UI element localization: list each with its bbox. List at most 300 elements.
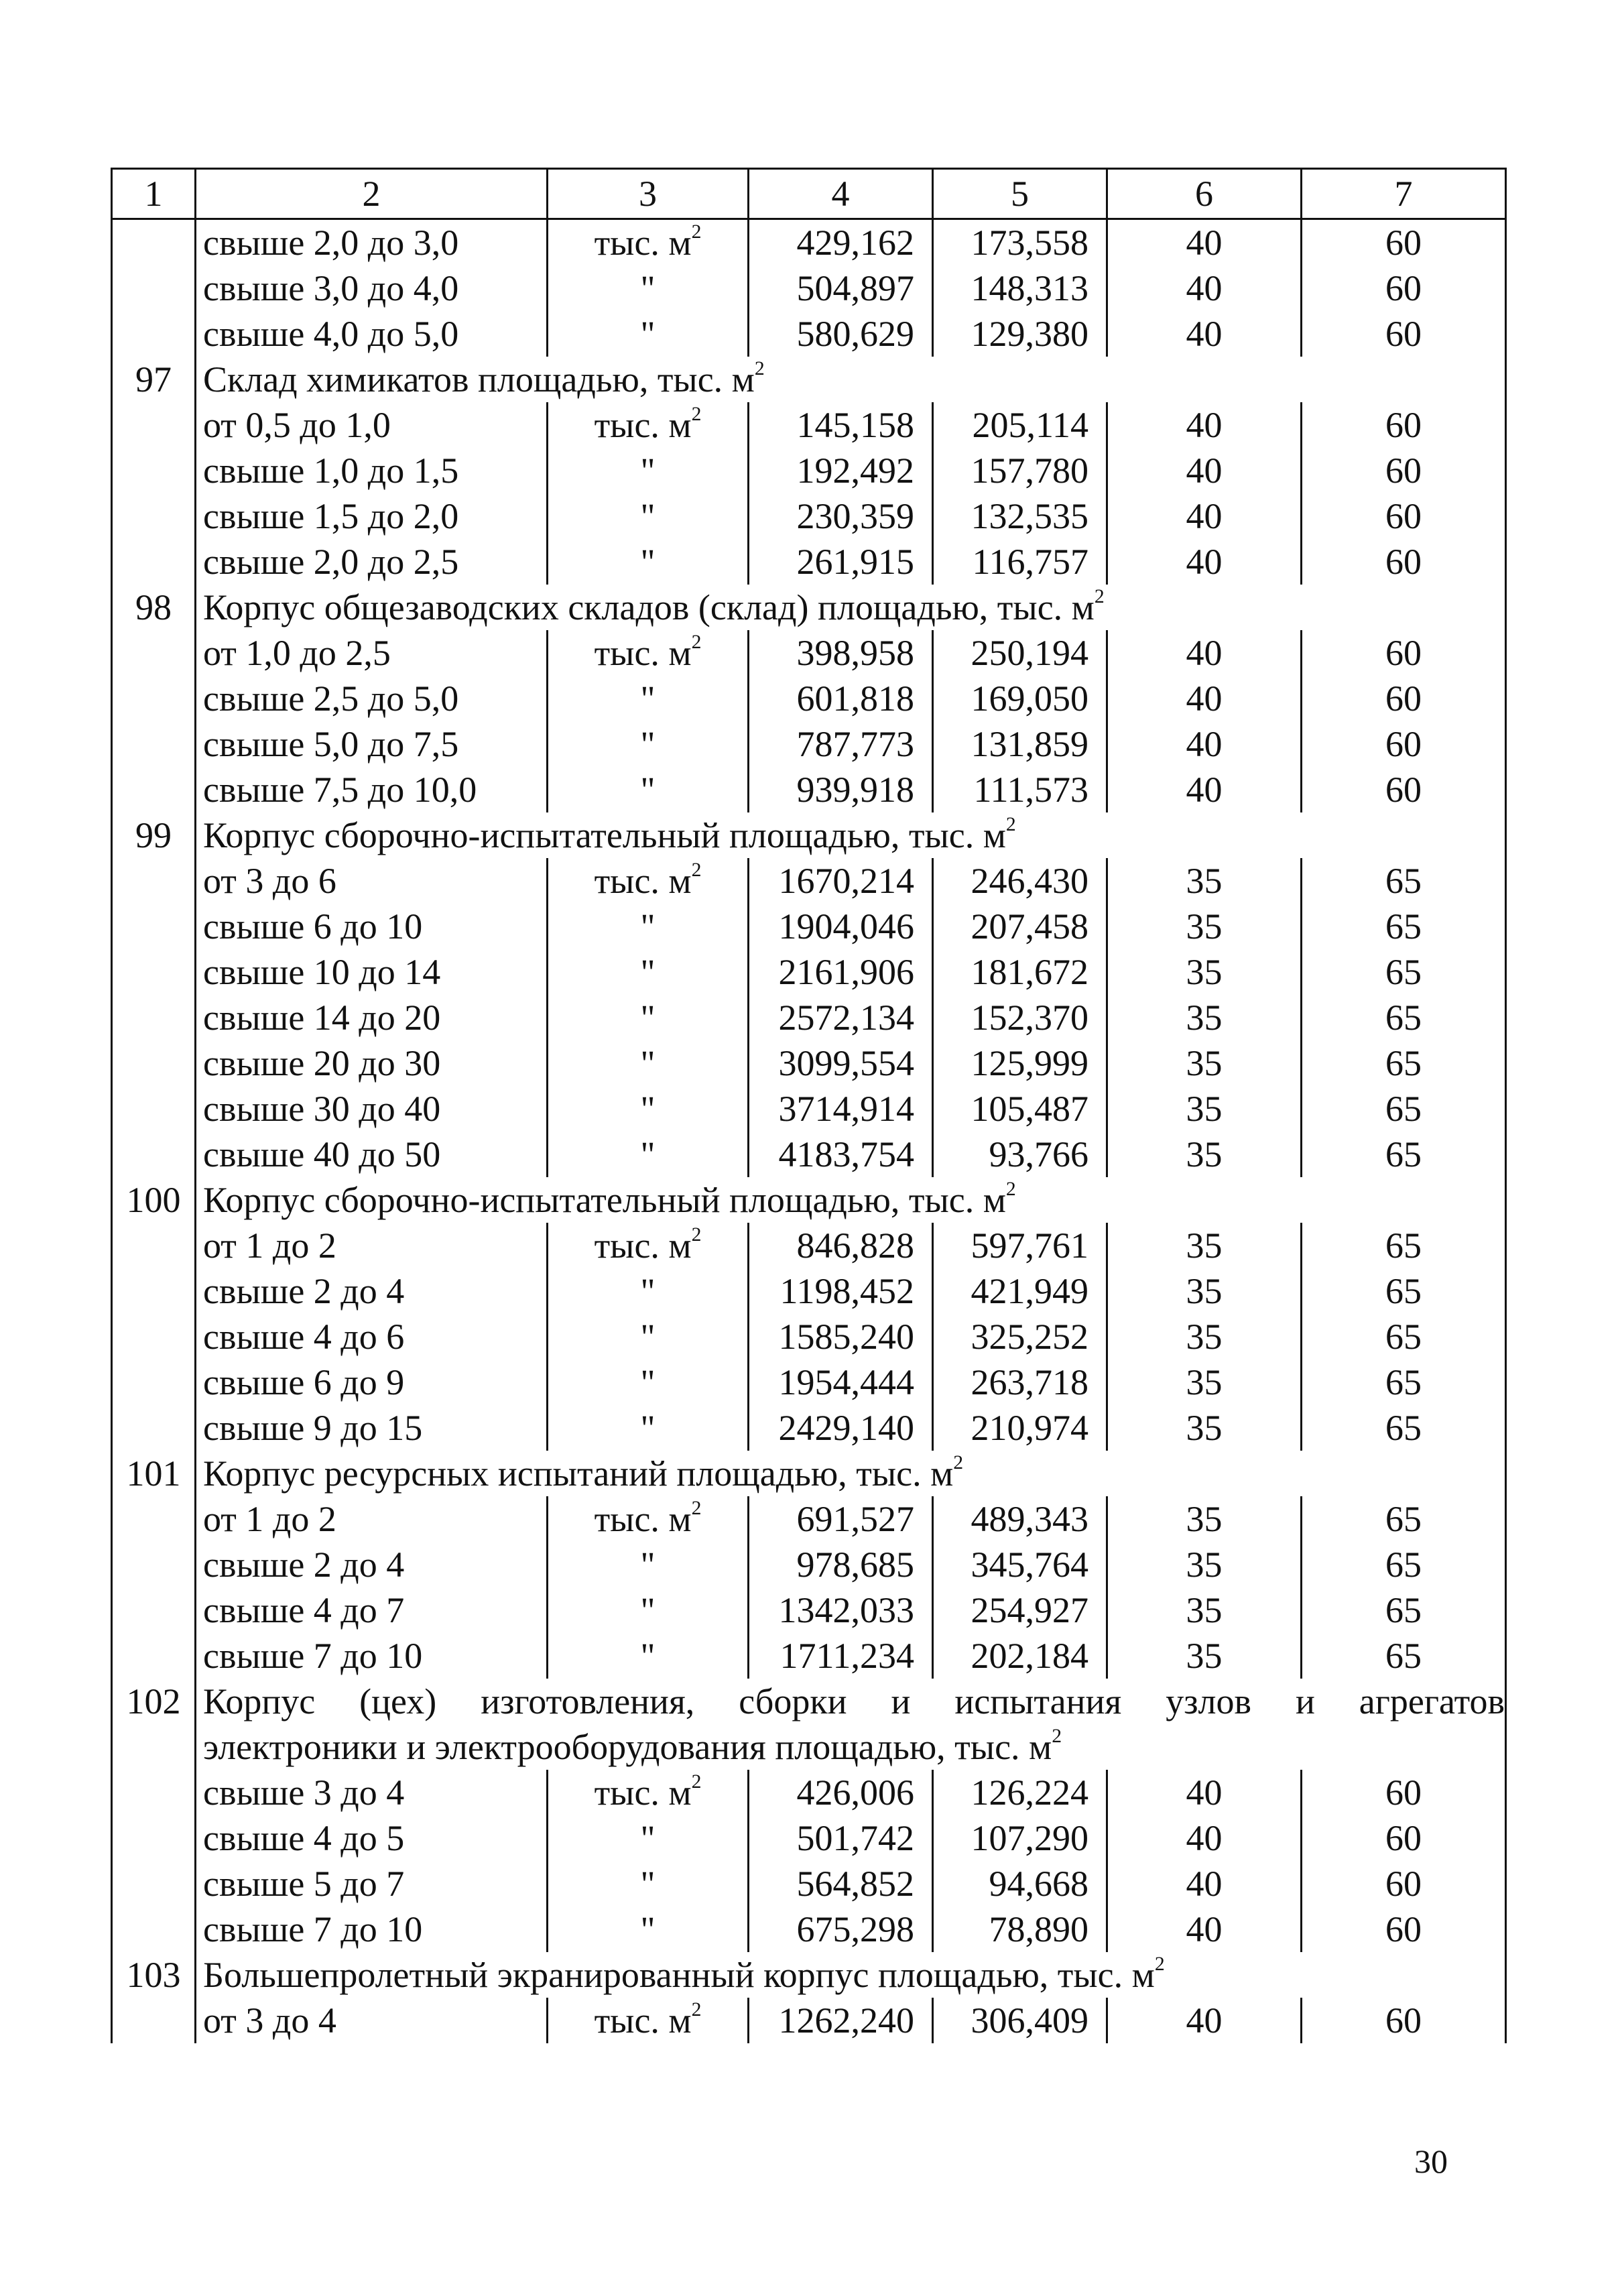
- value-col6: 40: [1107, 1815, 1302, 1861]
- table-row: [112, 949, 1506, 995]
- value-col6: 40: [1107, 721, 1302, 767]
- table-row: [112, 721, 1506, 767]
- item-number: [112, 721, 196, 767]
- value-col5: 325,252: [933, 1314, 1107, 1360]
- unit-cell: [548, 493, 749, 539]
- unit-cell: [548, 311, 749, 357]
- value-col4: 787,773: [749, 721, 933, 767]
- value-col4: 1198,452: [749, 1268, 933, 1314]
- section-title: [196, 1451, 1506, 1496]
- item-number: [112, 1815, 196, 1861]
- value-col5: 306,409: [933, 1998, 1107, 2043]
- superscript-2: 2: [754, 357, 765, 379]
- size-range: от 1,0 до 2,5: [196, 630, 548, 676]
- table-row: [112, 448, 1506, 493]
- size-range: свыше 4 до 7: [196, 1587, 548, 1633]
- table-row: [112, 676, 1506, 721]
- item-number: [112, 311, 196, 357]
- item-number: [112, 1633, 196, 1679]
- value-col5: 94,668: [933, 1861, 1107, 1907]
- column-header: 1: [112, 169, 196, 219]
- unit-cell: [548, 767, 749, 812]
- value-col5: 173,558: [933, 219, 1107, 266]
- value-col6: 35: [1107, 1132, 1302, 1177]
- price-table: [111, 168, 1507, 2043]
- section-title-row: [112, 357, 1506, 402]
- value-col5: 148,313: [933, 265, 1107, 311]
- table-body: [112, 219, 1506, 2044]
- unit-text: ": [640, 678, 656, 719]
- value-col7: 65: [1302, 1633, 1506, 1679]
- value-col6: 40: [1107, 1907, 1302, 1952]
- size-range: свыше 14 до 20: [196, 995, 548, 1040]
- value-col5: 157,780: [933, 448, 1107, 493]
- unit-cell: [548, 995, 749, 1040]
- size-range: свыше 6 до 9: [196, 1360, 548, 1405]
- unit-cell: [548, 1360, 749, 1405]
- section-title-text: Корпус (цех) изготовления, сборки и испытания узлов и агрегатов: [203, 1681, 1505, 1721]
- item-number: [112, 1724, 196, 1770]
- page-number: 30: [1414, 2142, 1448, 2180]
- unit-cell: [548, 676, 749, 721]
- superscript-2: 2: [691, 1770, 702, 1793]
- unit-text: ": [640, 724, 656, 764]
- value-col6: 35: [1107, 1587, 1302, 1633]
- section-title: [196, 1679, 1506, 1724]
- value-col5: 205,114: [933, 402, 1107, 448]
- value-col5: 202,184: [933, 1633, 1107, 1679]
- item-number: [112, 1496, 196, 1542]
- value-col4: 1711,234: [749, 1633, 933, 1679]
- size-range: свыше 30 до 40: [196, 1086, 548, 1132]
- section-title-text: Корпус сборочно-испытательный площадью, тыс. м: [203, 1180, 1006, 1220]
- unit-text: тыс. м: [594, 223, 692, 263]
- value-col7: 60: [1302, 1861, 1506, 1907]
- unit-text: ": [640, 1043, 656, 1083]
- item-number: [112, 1542, 196, 1587]
- value-col7: 65: [1302, 1132, 1506, 1177]
- item-number: [112, 265, 196, 311]
- size-range: свыше 9 до 15: [196, 1405, 548, 1451]
- section-title: [196, 1952, 1506, 1998]
- unit-cell: [548, 1405, 749, 1451]
- value-col4: 580,629: [749, 311, 933, 357]
- size-range: свыше 1,5 до 2,0: [196, 493, 548, 539]
- unit-cell: [548, 1040, 749, 1086]
- superscript-2: 2: [1154, 1953, 1165, 1975]
- value-col7: 60: [1302, 311, 1506, 357]
- value-col6: 40: [1107, 1770, 1302, 1815]
- item-number: [112, 1086, 196, 1132]
- unit-cell: [548, 630, 749, 676]
- unit-text: тыс. м: [594, 405, 692, 445]
- value-col5: 250,194: [933, 630, 1107, 676]
- value-col5: 263,718: [933, 1360, 1107, 1405]
- section-title-row: [112, 1451, 1506, 1496]
- value-col4: 1670,214: [749, 858, 933, 904]
- size-range: свыше 7,5 до 10,0: [196, 767, 548, 812]
- size-range: свыше 6 до 10: [196, 904, 548, 949]
- item-number: 100: [112, 1177, 196, 1223]
- document-page: [111, 168, 1505, 2043]
- unit-cell: [548, 1907, 749, 1952]
- item-number: [112, 1223, 196, 1268]
- value-col4: 145,158: [749, 402, 933, 448]
- unit-text: ": [640, 1864, 656, 1904]
- unit-text: тыс. м: [594, 861, 692, 901]
- item-number: [112, 448, 196, 493]
- unit-cell: [548, 402, 749, 448]
- superscript-2: 2: [953, 1451, 964, 1473]
- value-col7: 65: [1302, 1496, 1506, 1542]
- unit-text: ": [640, 1545, 656, 1585]
- unit-text: ": [640, 1909, 656, 1949]
- value-col7: 65: [1302, 1405, 1506, 1451]
- column-header: 5: [933, 169, 1107, 219]
- section-title-row: [112, 1724, 1506, 1770]
- table-row: [112, 1496, 1506, 1542]
- size-range: свыше 10 до 14: [196, 949, 548, 995]
- item-number: [112, 1907, 196, 1952]
- value-col6: 35: [1107, 1496, 1302, 1542]
- superscript-2: 2: [691, 631, 702, 653]
- table-row: [112, 904, 1506, 949]
- table-row: [112, 1815, 1506, 1861]
- value-col7: 60: [1302, 219, 1506, 266]
- value-col6: 35: [1107, 1405, 1302, 1451]
- value-col6: 40: [1107, 1998, 1302, 2043]
- value-col7: 65: [1302, 1360, 1506, 1405]
- section-title-text: Корпус общезаводских складов (склад) площадью, тыс. м: [203, 587, 1095, 627]
- superscript-2: 2: [691, 1998, 702, 2020]
- section-title-text: Склад химикатов площадью, тыс. м: [203, 359, 755, 400]
- value-col7: 65: [1302, 858, 1506, 904]
- unit-text: ": [640, 314, 656, 354]
- table-row: [112, 1132, 1506, 1177]
- value-col4: 2161,906: [749, 949, 933, 995]
- value-col4: 261,915: [749, 539, 933, 585]
- item-number: [112, 995, 196, 1040]
- unit-cell: [548, 265, 749, 311]
- value-col7: 60: [1302, 767, 1506, 812]
- value-col4: 3099,554: [749, 1040, 933, 1086]
- value-col7: 60: [1302, 630, 1506, 676]
- size-range: свыше 40 до 50: [196, 1132, 548, 1177]
- value-col7: 65: [1302, 904, 1506, 949]
- unit-cell: [548, 1223, 749, 1268]
- value-col7: 60: [1302, 1907, 1506, 1952]
- item-number: [112, 1998, 196, 2043]
- unit-cell: [548, 448, 749, 493]
- table-row: [112, 1861, 1506, 1907]
- item-number: [112, 493, 196, 539]
- section-title-row: [112, 585, 1506, 630]
- superscript-2: 2: [691, 221, 702, 243]
- unit-cell: [548, 1496, 749, 1542]
- superscript-2: 2: [1052, 1725, 1062, 1747]
- value-col6: 40: [1107, 539, 1302, 585]
- unit-text: ": [640, 906, 656, 947]
- unit-text: тыс. м: [594, 1225, 692, 1266]
- column-header: 7: [1302, 169, 1506, 219]
- size-range: свыше 2 до 4: [196, 1542, 548, 1587]
- value-col4: 1262,240: [749, 1998, 933, 2043]
- item-number: 97: [112, 357, 196, 402]
- unit-text: ": [640, 1134, 656, 1174]
- value-col5: 107,290: [933, 1815, 1107, 1861]
- unit-text: тыс. м: [594, 1772, 692, 1813]
- value-col7: 60: [1302, 1770, 1506, 1815]
- unit-text: тыс. м: [594, 1499, 692, 1539]
- item-number: [112, 1360, 196, 1405]
- column-header: 3: [548, 169, 749, 219]
- unit-text: тыс. м: [594, 633, 692, 673]
- section-title: [196, 812, 1506, 858]
- value-col5: 421,949: [933, 1268, 1107, 1314]
- unit-cell: [548, 904, 749, 949]
- value-col6: 35: [1107, 1268, 1302, 1314]
- superscript-2: 2: [691, 1497, 702, 1519]
- section-title-text: Большепролетный экранированный корпус площадью, тыс. м: [203, 1955, 1155, 1995]
- unit-text: ": [640, 542, 656, 582]
- item-number: 99: [112, 812, 196, 858]
- unit-cell: [548, 219, 749, 266]
- item-number: [112, 949, 196, 995]
- section-title-row: [112, 812, 1506, 858]
- size-range: от 0,5 до 1,0: [196, 402, 548, 448]
- item-number: [112, 1587, 196, 1633]
- unit-cell: [548, 1542, 749, 1587]
- unit-cell: [548, 1815, 749, 1861]
- value-col6: 40: [1107, 767, 1302, 812]
- size-range: свыше 7 до 10: [196, 1907, 548, 1952]
- superscript-2: 2: [691, 859, 702, 881]
- table-row: [112, 219, 1506, 266]
- table-row: [112, 1998, 1506, 2043]
- table-row: [112, 1223, 1506, 1268]
- value-col5: 169,050: [933, 676, 1107, 721]
- value-col4: 398,958: [749, 630, 933, 676]
- superscript-2: 2: [1005, 1178, 1016, 1200]
- item-number: [112, 1268, 196, 1314]
- item-number: [112, 1040, 196, 1086]
- item-number: [112, 630, 196, 676]
- size-range: от 1 до 2: [196, 1223, 548, 1268]
- table-row: [112, 1542, 1506, 1587]
- column-header: 2: [196, 169, 548, 219]
- item-number: [112, 539, 196, 585]
- value-col5: 597,761: [933, 1223, 1107, 1268]
- unit-cell: [548, 539, 749, 585]
- size-range: свыше 4 до 6: [196, 1314, 548, 1360]
- unit-text: ": [640, 998, 656, 1038]
- value-col4: 846,828: [749, 1223, 933, 1268]
- unit-text: ": [640, 1317, 656, 1357]
- value-col7: 60: [1302, 265, 1506, 311]
- value-col7: 65: [1302, 1086, 1506, 1132]
- value-col7: 65: [1302, 1268, 1506, 1314]
- unit-text: ": [640, 496, 656, 536]
- table-row: [112, 1587, 1506, 1633]
- value-col7: 60: [1302, 676, 1506, 721]
- item-number: [112, 858, 196, 904]
- size-range: свыше 1,0 до 1,5: [196, 448, 548, 493]
- value-col4: 691,527: [749, 1496, 933, 1542]
- table-row: [112, 1086, 1506, 1132]
- table-row: [112, 1040, 1506, 1086]
- superscript-2: 2: [1094, 585, 1105, 607]
- unit-text: ": [640, 1271, 656, 1311]
- value-col5: 78,890: [933, 1907, 1107, 1952]
- value-col6: 35: [1107, 1633, 1302, 1679]
- size-range: от 3 до 4: [196, 1998, 548, 2043]
- value-col4: 504,897: [749, 265, 933, 311]
- value-col5: 210,974: [933, 1405, 1107, 1451]
- size-range: свыше 5,0 до 7,5: [196, 721, 548, 767]
- value-col6: 40: [1107, 448, 1302, 493]
- value-col5: 125,999: [933, 1040, 1107, 1086]
- unit-cell: [548, 1132, 749, 1177]
- unit-text: ": [640, 1636, 656, 1676]
- section-title-row: [112, 1952, 1506, 1998]
- value-col4: 1904,046: [749, 904, 933, 949]
- unit-text: ": [640, 1818, 656, 1858]
- value-col7: 65: [1302, 1314, 1506, 1360]
- unit-text: ": [640, 770, 656, 810]
- value-col7: 65: [1302, 1587, 1506, 1633]
- value-col6: 35: [1107, 904, 1302, 949]
- item-number: 101: [112, 1451, 196, 1496]
- unit-cell: [548, 1314, 749, 1360]
- unit-cell: [548, 1587, 749, 1633]
- size-range: свыше 3,0 до 4,0: [196, 265, 548, 311]
- table-row: [112, 539, 1506, 585]
- value-col4: 429,162: [749, 219, 933, 266]
- value-col6: 35: [1107, 1360, 1302, 1405]
- size-range: от 3 до 6: [196, 858, 548, 904]
- value-col6: 35: [1107, 1223, 1302, 1268]
- table-row: [112, 1360, 1506, 1405]
- unit-cell: [548, 721, 749, 767]
- item-number: [112, 219, 196, 266]
- table-row: [112, 1405, 1506, 1451]
- value-col6: 35: [1107, 995, 1302, 1040]
- value-col5: 126,224: [933, 1770, 1107, 1815]
- table-row: [112, 402, 1506, 448]
- value-col7: 65: [1302, 1223, 1506, 1268]
- table-row: [112, 311, 1506, 357]
- value-col7: 60: [1302, 539, 1506, 585]
- unit-text: ": [640, 268, 656, 308]
- value-col5: 181,672: [933, 949, 1107, 995]
- value-col6: 40: [1107, 493, 1302, 539]
- value-col6: 35: [1107, 949, 1302, 995]
- value-col4: 601,818: [749, 676, 933, 721]
- value-col5: 345,764: [933, 1542, 1107, 1587]
- value-col5: 207,458: [933, 904, 1107, 949]
- superscript-2: 2: [691, 403, 702, 425]
- value-col6: 40: [1107, 402, 1302, 448]
- size-range: от 1 до 2: [196, 1496, 548, 1542]
- value-col7: 60: [1302, 1998, 1506, 2043]
- size-range: свыше 7 до 10: [196, 1633, 548, 1679]
- value-col4: 978,685: [749, 1542, 933, 1587]
- size-range: свыше 4 до 5: [196, 1815, 548, 1861]
- table-row: [112, 265, 1506, 311]
- item-number: [112, 402, 196, 448]
- value-col4: 1954,444: [749, 1360, 933, 1405]
- table-row: [112, 493, 1506, 539]
- value-col5: 132,535: [933, 493, 1107, 539]
- item-number: 102: [112, 1679, 196, 1724]
- section-title: [196, 585, 1506, 630]
- value-col4: 1585,240: [749, 1314, 933, 1360]
- section-title-text: электроники и электрооборудования площадью, тыс. м: [203, 1727, 1052, 1767]
- table-row: [112, 630, 1506, 676]
- value-col6: 35: [1107, 1040, 1302, 1086]
- value-col5: 93,766: [933, 1132, 1107, 1177]
- value-col4: 3714,914: [749, 1086, 933, 1132]
- item-number: [112, 1314, 196, 1360]
- column-header: 6: [1107, 169, 1302, 219]
- table-row: [112, 858, 1506, 904]
- value-col7: 60: [1302, 721, 1506, 767]
- item-number: [112, 676, 196, 721]
- value-col4: 2429,140: [749, 1405, 933, 1451]
- section-title: [196, 1177, 1506, 1223]
- value-col7: 60: [1302, 448, 1506, 493]
- section-title: [196, 1724, 1506, 1770]
- item-number: [112, 1405, 196, 1451]
- value-col4: 192,492: [749, 448, 933, 493]
- item-number: [112, 767, 196, 812]
- value-col5: 254,927: [933, 1587, 1107, 1633]
- size-range: свыше 5 до 7: [196, 1861, 548, 1907]
- item-number: [112, 1132, 196, 1177]
- size-range: свыше 2,0 до 3,0: [196, 219, 548, 266]
- item-number: [112, 1770, 196, 1815]
- value-col7: 60: [1302, 493, 1506, 539]
- value-col4: 564,852: [749, 1861, 933, 1907]
- value-col7: 65: [1302, 1542, 1506, 1587]
- value-col4: 675,298: [749, 1907, 933, 1952]
- item-number: [112, 904, 196, 949]
- value-col5: 489,343: [933, 1496, 1107, 1542]
- unit-cell: [548, 1998, 749, 2043]
- item-number: 103: [112, 1952, 196, 1998]
- value-col6: 35: [1107, 1314, 1302, 1360]
- unit-text: ": [640, 952, 656, 992]
- superscript-2: 2: [691, 1223, 702, 1246]
- value-col4: 939,918: [749, 767, 933, 812]
- item-number: [112, 1861, 196, 1907]
- value-col4: 230,359: [749, 493, 933, 539]
- unit-text: ": [640, 450, 656, 491]
- unit-cell: [548, 1633, 749, 1679]
- section-title-row: [112, 1177, 1506, 1223]
- size-range: свыше 2,0 до 2,5: [196, 539, 548, 585]
- value-col7: 65: [1302, 949, 1506, 995]
- value-col4: 1342,033: [749, 1587, 933, 1633]
- unit-cell: [548, 1861, 749, 1907]
- unit-cell: [548, 1086, 749, 1132]
- section-title-text: Корпус сборочно-испытательный площадью, тыс. м: [203, 815, 1006, 855]
- value-col6: 35: [1107, 1086, 1302, 1132]
- item-number: 98: [112, 585, 196, 630]
- value-col5: 246,430: [933, 858, 1107, 904]
- size-range: свыше 20 до 30: [196, 1040, 548, 1086]
- size-range: свыше 4,0 до 5,0: [196, 311, 548, 357]
